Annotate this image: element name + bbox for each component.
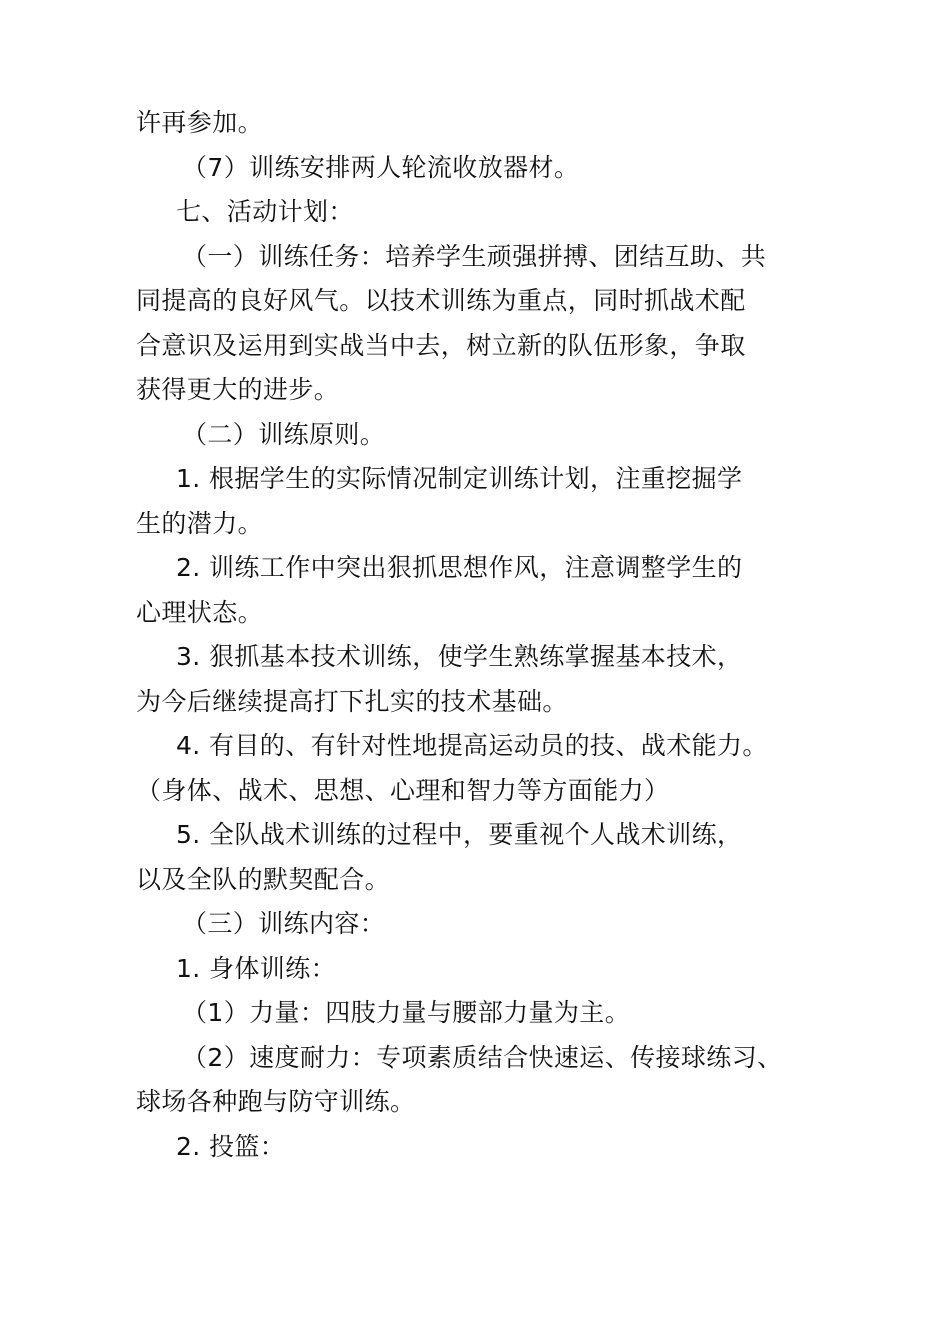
subsection-heading: （三）训练内容： [182, 909, 386, 938]
text-line: （7）训练安排两人轮流收放器材。 [182, 152, 580, 182]
text-line: 获得更大的进步。 [136, 375, 340, 404]
text-line: （身体、战术、思想、心理和智力等方面能力） [136, 775, 670, 805]
text-line: 同提高的良好风气。以技术训练为重点，同时抓战术配 [136, 286, 746, 315]
text-line: 心理状态。 [136, 597, 264, 627]
text-line: 球场各种跑与防守训练。 [136, 1087, 416, 1116]
text-line: 许再参加。 [136, 108, 264, 137]
list-item: 2. 训练工作中突出狠抓思想作风，注意调整学生的 [176, 553, 743, 582]
text-line: 为今后继续提高打下扎实的技术基础。 [136, 686, 568, 716]
section-heading: 七、活动计划： [176, 197, 354, 226]
list-item: （1）力量：四肢力量与腰部力量为主。 [182, 998, 631, 1027]
list-item: 5. 全队战术训练的过程中，要重视个人战术训练， [176, 820, 743, 849]
subsection-heading: （一）训练任务：培养学生顽强拼搏、团结互助、共 [182, 241, 767, 271]
document-body [136, 101, 826, 1169]
text-line: 生的潜力。 [136, 508, 264, 538]
list-item: 2. 投篮： [176, 1131, 286, 1161]
list-item: 4. 有目的、有针对性地提高运动员的技、战术能力。 [176, 731, 768, 760]
list-item: （2）速度耐力：专项素质结合快速运、传接球练习、 [182, 1042, 783, 1072]
list-item: 3. 狠抓基本技术训练，使学生熟练掌握基本技术， [176, 642, 743, 671]
list-item: 1. 身体训练： [176, 953, 336, 983]
text-line: 合意识及运用到实战当中去，树立新的队伍形象，争取 [136, 330, 746, 360]
text-line: 以及全队的默契配合。 [136, 864, 391, 894]
list-item: 1. 根据学生的实际情况制定训练计划，注重挖掘学 [176, 464, 743, 493]
subsection-heading: （二）训练原则。 [182, 419, 386, 449]
